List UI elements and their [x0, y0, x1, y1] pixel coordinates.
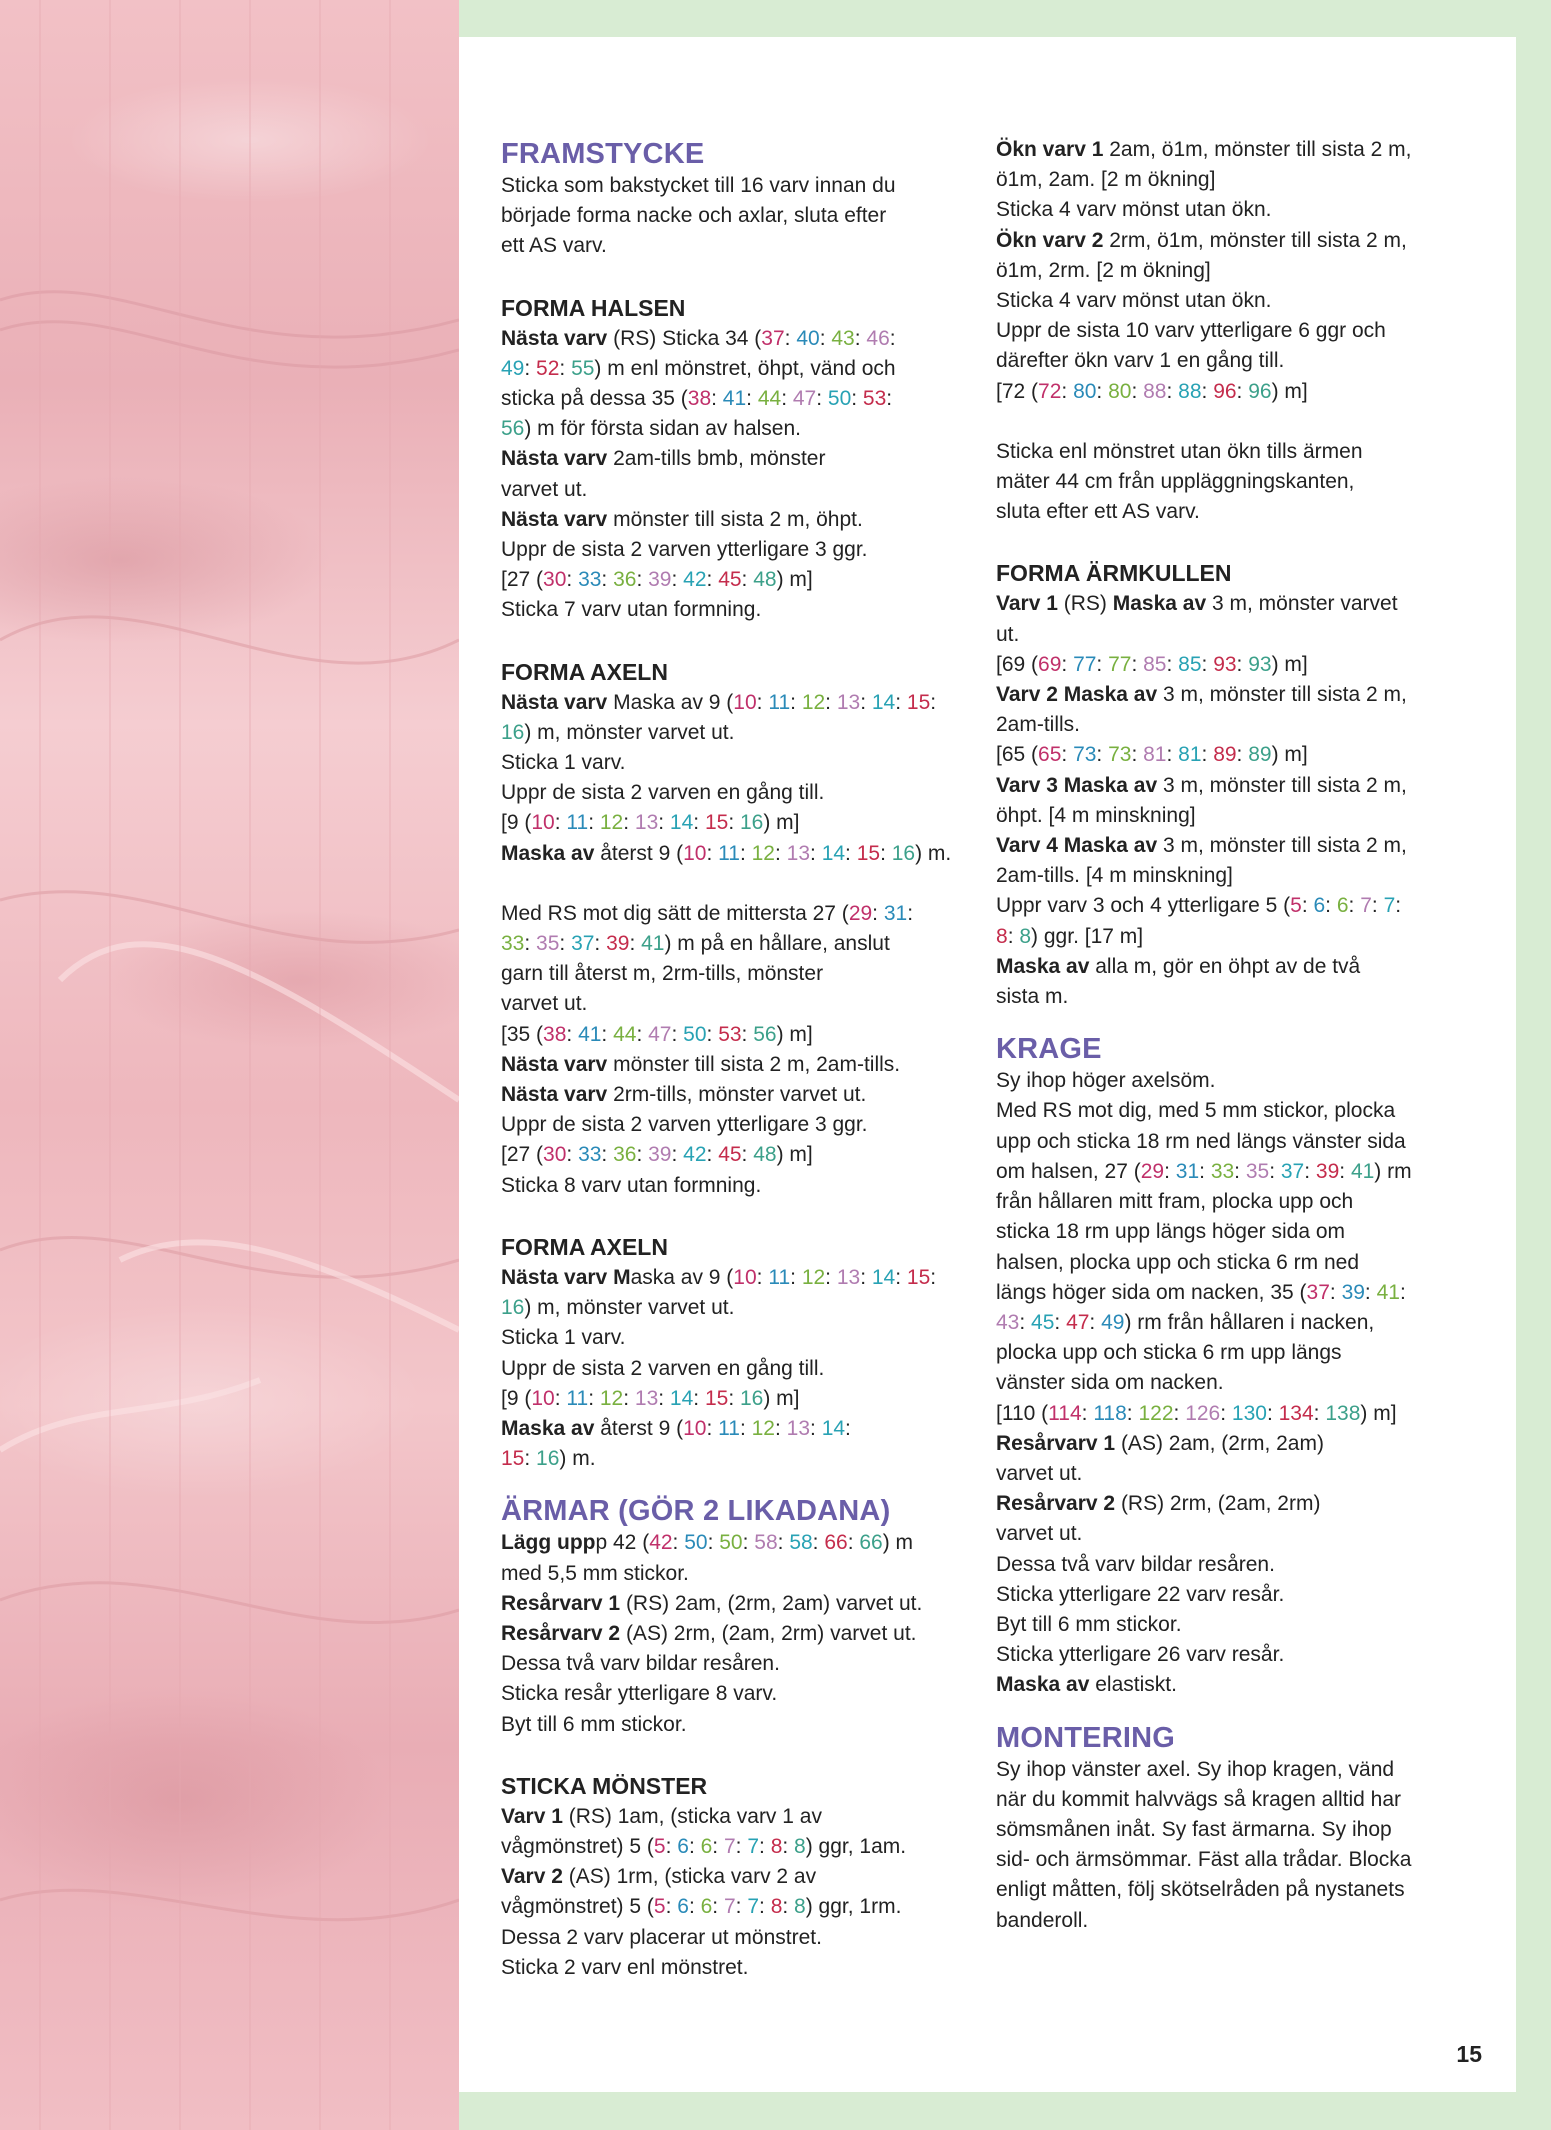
text-line: sticka 18 rm upp längs höger sida om	[996, 1220, 1346, 1244]
text-line: 16) m, mönster varvet ut.	[501, 1296, 735, 1320]
text-line: Med RS mot dig, med 5 mm stickor, plocka	[996, 1099, 1396, 1123]
text-line: Maska av elastiskt.	[996, 1673, 1177, 1697]
text-line: Sticka 8 varv utan formning.	[501, 1173, 762, 1197]
heading-forma-axeln-2: FORMA AXELN	[501, 1233, 668, 1260]
text-line: 8: 8) ggr. [17 m]	[996, 924, 1144, 948]
text-line: Sticka ytterligare 22 varv resår.	[996, 1582, 1285, 1606]
text-line: garn till återst m, 2rm-tills, mönster	[501, 962, 824, 986]
text-line: 33: 35: 37: 39: 41) m på en hållare, anslut	[501, 932, 890, 956]
heading-montering: MONTERING	[996, 1721, 1176, 1754]
text-line: Sy ihop höger axelsöm.	[996, 1069, 1216, 1093]
pink-knit-photo	[0, 0, 459, 2130]
right-column	[996, 135, 1466, 1936]
text-line: 2am-tills. [4 m minskning]	[996, 864, 1233, 888]
text-line: 49: 52: 55) m enl mönstret, öhpt, vänd och	[501, 356, 896, 380]
heading-forma-axeln: FORMA AXELN	[501, 658, 668, 685]
text-line: sid- och ärmsömmar. Fäst alla trådar. Blocka	[996, 1848, 1412, 1872]
text-line: Sticka 1 varv.	[501, 1326, 626, 1350]
text-line: vågmönstret) 5 (5: 6: 6: 7: 7: 8: 8) ggr, 1rm.	[501, 1895, 902, 1919]
text-line: 15: 16) m.	[501, 1447, 596, 1471]
text-line: mäter 44 cm från uppläggningskanten,	[996, 470, 1355, 494]
text-line: [9 (10: 11: 12: 13: 14: 15: 16) m]	[501, 1386, 800, 1410]
text-line: ett AS varv.	[501, 234, 607, 258]
text-line: Lägg uppp 42 (42: 50: 50: 58: 58: 66: 66) m	[501, 1531, 914, 1555]
pattern-page	[459, 37, 1516, 2092]
text-line: Nästa varv 2am-tills bmb, mönster	[501, 447, 826, 471]
heading-forma-armkullen: FORMA ÄRMKULLEN	[996, 560, 1232, 587]
heading-armar: ÄRMAR (GÖR 2 LIKADANA)	[501, 1495, 891, 1528]
text-line: längs höger sida om nacken, 35 (37: 39: 41:	[996, 1280, 1406, 1304]
text-line: varvet ut.	[501, 992, 588, 1016]
text-line: började forma nacke och axlar, sluta efter	[501, 204, 887, 228]
text-line: Maska av alla m, gör en öhpt av de två	[996, 954, 1361, 978]
text-line: Med RS mot dig sätt de mittersta 27 (29: 31:	[501, 901, 914, 925]
text-line: Resårvarv 1 (RS) 2am, (2rm, 2am) varvet ut.	[501, 1591, 923, 1615]
text-line: Nästa varv Maska av 9 (10: 11: 12: 13: 14: 15:	[501, 1265, 937, 1289]
text-line: Uppr varv 3 och 4 ytterligare 5 (5: 6: 6: 7: 7:	[996, 894, 1402, 918]
text-line: Nästa varv mönster till sista 2 m, 2am-tills.	[501, 1052, 901, 1076]
text-line: Resårvarv 2 (AS) 2rm, (2am, 2rm) varvet ut.	[501, 1621, 917, 1645]
text-line: Dessa två varv bildar resåren.	[996, 1552, 1275, 1576]
text-line: Sticka resår ytterligare 8 varv.	[501, 1682, 778, 1706]
text-line: när du kommit halvvägs så kragen alltid har	[996, 1787, 1402, 1811]
text-line: Byt till 6 mm stickor.	[501, 1712, 687, 1736]
text-line: Sticka 7 varv utan formning.	[501, 598, 762, 622]
heading-framstycke: FRAMSTYCKE	[501, 138, 705, 170]
text-line: Varv 1 (RS) Maska av 3 m, mönster varvet	[996, 592, 1398, 616]
text-line: Nästa varv (RS) Sticka 34 (37: 40: 43: 46:	[501, 326, 896, 350]
text-line: [72 (72: 80: 80: 88: 88: 96: 96) m]	[996, 379, 1308, 403]
text-line: [27 (30: 33: 36: 39: 42: 45: 48) m]	[501, 1143, 813, 1167]
text-line: Varv 2 (AS) 1rm, (sticka varv 2 av	[501, 1865, 817, 1889]
text-line: ut.	[996, 622, 1020, 646]
text-line: sista m.	[996, 985, 1069, 1009]
text-line: Sticka som bakstycket till 16 varv innan du	[501, 174, 896, 197]
text-line: Ökn varv 1 2am, ö1m, mönster till sista 2 m,	[996, 138, 1412, 161]
text-line: varvet ut.	[501, 477, 588, 501]
text-line: upp och sticka 18 rm ned längs vänster sida	[996, 1129, 1406, 1153]
text-line: Uppr de sista 10 varv ytterligare 6 ggr och	[996, 319, 1386, 343]
text-line: Sticka enl mönstret utan ökn tills ärmen	[996, 439, 1363, 463]
text-line: 16) m, mönster varvet ut.	[501, 720, 735, 744]
text-line: Nästa varv Maska av 9 (10: 11: 12: 13: 14: 15:	[501, 690, 937, 714]
text-line: därefter ökn varv 1 en gång till.	[996, 349, 1285, 373]
text-line: Resårvarv 1 (AS) 2am, (2rm, 2am)	[996, 1431, 1324, 1455]
text-line: Sticka 4 varv mönst utan ökn.	[996, 289, 1272, 313]
text-line: Dessa 2 varv placerar ut mönstret.	[501, 1925, 822, 1949]
text-line: Varv 3 Maska av 3 m, mönster till sista 2 m,	[996, 773, 1407, 797]
text-line: 43: 45: 47: 49) rm från hållaren i nacken,	[996, 1310, 1375, 1334]
text-line: [69 (69: 77: 77: 85: 85: 93: 93) m]	[996, 652, 1308, 676]
text-line: Maska av återst 9 (10: 11: 12: 13: 14: 15: 16) m.	[501, 841, 952, 865]
text-line: Uppr de sista 2 varven ytterligare 3 ggr.	[501, 538, 868, 562]
text-line: Resårvarv 2 (RS) 2rm, (2am, 2rm)	[996, 1492, 1321, 1516]
text-line: sömsmånen inåt. Sy fast ärmarna. Sy ihop	[996, 1817, 1392, 1841]
heading-krage: KRAGE	[996, 1033, 1102, 1066]
text-line: vågmönstret) 5 (5: 6: 6: 7: 7: 8: 8) ggr, 1am.	[501, 1834, 907, 1858]
text-line: Varv 1 (RS) 1am, (sticka varv 1 av	[501, 1804, 822, 1828]
text-line: banderoll.	[996, 1908, 1089, 1932]
text-line: med 5,5 mm stickor.	[501, 1561, 689, 1585]
text-line: Sticka 1 varv.	[501, 751, 626, 775]
text-line: [110 (114: 118: 122: 126: 130: 134: 138) m]	[996, 1401, 1397, 1425]
text-line: ö1m, 2rm. [2 m ökning]	[996, 258, 1211, 282]
text-line: Sticka 4 varv mönst utan ökn.	[996, 198, 1272, 222]
text-line: enligt måtten, följ skötselråden på nystanets	[996, 1878, 1405, 1902]
text-line: Uppr de sista 2 varven en gång till.	[501, 1356, 825, 1380]
text-line: Sticka 2 varv enl mönstret.	[501, 1955, 749, 1979]
text-line: Nästa varv 2rm-tills, mönster varvet ut.	[501, 1083, 867, 1107]
text-line: Nästa varv mönster till sista 2 m, öhpt.	[501, 507, 863, 531]
heading-sticka-monster: STICKA MÖNSTER	[501, 1772, 708, 1799]
text-line: Dessa två varv bildar resåren.	[501, 1652, 780, 1676]
left-column	[501, 137, 971, 1983]
text-line: Uppr de sista 2 varven ytterligare 3 ggr.	[501, 1113, 868, 1137]
text-line: Sy ihop vänster axel. Sy ihop kragen, vänd	[996, 1757, 1395, 1781]
heading-forma-halsen: FORMA HALSEN	[501, 294, 686, 321]
text-line: Uppr de sista 2 varven en gång till.	[501, 781, 825, 805]
page-number: 15	[1456, 2041, 1482, 2067]
text-line: Sticka ytterligare 26 varv resår.	[996, 1643, 1285, 1667]
text-line: ö1m, 2am. [2 m ökning]	[996, 168, 1216, 192]
text-line: plocka upp och sticka 6 rm upp längs	[996, 1341, 1342, 1365]
text-line: Byt till 6 mm stickor.	[996, 1612, 1182, 1636]
text-line: [65 (65: 73: 73: 81: 81: 89: 89) m]	[996, 743, 1308, 767]
text-line: varvet ut.	[996, 1522, 1083, 1546]
text-line: om halsen, 27 (29: 31: 33: 35: 37: 39: 41) rm	[996, 1159, 1412, 1183]
text-line: halsen, plocka upp och sticka 6 rm ned	[996, 1250, 1360, 1274]
text-line: 56) m för första sidan av halsen.	[501, 417, 801, 441]
text-line: [35 (38: 41: 44: 47: 50: 53: 56) m]	[501, 1022, 813, 1046]
text-line: varvet ut.	[996, 1461, 1083, 1485]
text-line: 2am-tills.	[996, 713, 1081, 737]
text-line: sluta efter ett AS varv.	[996, 500, 1200, 524]
text-line: Varv 2 Maska av 3 m, mönster till sista 2 m,	[996, 683, 1407, 707]
text-line: Maska av återst 9 (10: 11: 12: 13: 14:	[501, 1416, 851, 1440]
knit-texture	[0, 0, 459, 2130]
text-line: från hållaren mitt fram, plocka upp och	[996, 1190, 1354, 1214]
text-line: Ökn varv 2 2rm, ö1m, mönster till sista 2 m,	[996, 228, 1407, 252]
text-line: [27 (30: 33: 36: 39: 42: 45: 48) m]	[501, 568, 813, 592]
text-line: sticka på dessa 35 (38: 41: 44: 47: 50: 53:	[501, 387, 893, 411]
text-line: vänster sida om nacken.	[996, 1371, 1224, 1395]
text-line: öhpt. [4 m minskning]	[996, 803, 1196, 827]
text-line: Varv 4 Maska av 3 m, mönster till sista 2 m,	[996, 834, 1407, 858]
text-line: [9 (10: 11: 12: 13: 14: 15: 16) m]	[501, 811, 800, 835]
